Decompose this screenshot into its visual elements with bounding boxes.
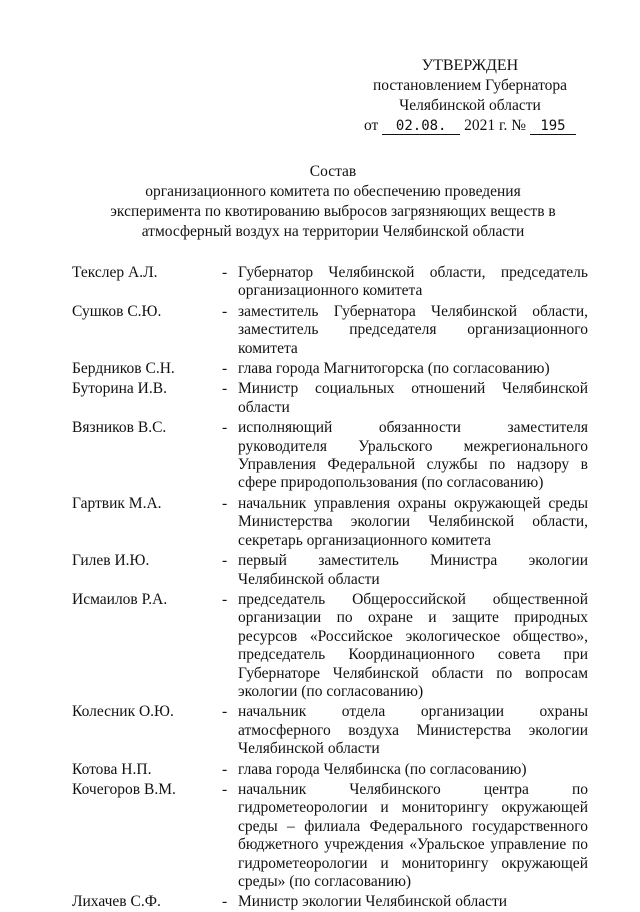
member-row (72, 761, 592, 779)
member-dash: - (222, 780, 228, 798)
member-row (72, 380, 592, 417)
member-role: Министр экологии Челябинской области (238, 893, 508, 911)
title-line-1: Состав (309, 163, 357, 180)
approval-heading: УТВЕРЖДЕН (421, 57, 519, 74)
document-title (100, 162, 566, 242)
approval-prefix: от (364, 117, 379, 134)
member-row (72, 264, 592, 301)
member-dash: - (222, 494, 228, 512)
approval-date-line (360, 116, 580, 136)
member-name: Лихачев С.Ф. (72, 893, 161, 911)
member-dash: - (222, 552, 228, 570)
member-name: Исмаилов Р.А. (72, 590, 168, 608)
member-dash: - (222, 590, 228, 608)
member-row (72, 781, 592, 891)
approval-number: 195 (530, 118, 576, 135)
member-name: Колесник О.Ю. (72, 703, 174, 721)
approval-line-2: Челябинской области (399, 97, 541, 114)
member-role: председатель Общероссийской общественной организации по охране и защите природных ресурсов «Российское экологическое общество», председатель Координационного совета при Губернаторе Челябинской области по вопросам экологии (по согласованию) (238, 590, 588, 700)
member-role: глава города Магнитогорска (по согласованию) (238, 360, 550, 378)
member-role: исполняющий обязанности заместителя руководителя Уральского межрегионального Управления Федеральной службы по надзору в сфере природопользования (по согласованию) (238, 419, 588, 492)
member-dash: - (222, 419, 228, 437)
member-role: начальник отдела организации охраны атмосферного воздуха Министерства экологии Челябинской области (238, 703, 588, 758)
member-dash: - (222, 380, 228, 398)
approval-date: 02.08. (382, 118, 460, 135)
member-row (72, 419, 592, 493)
member-name: Текслер А.Л. (72, 264, 158, 281)
member-name: Котова Н.П. (72, 760, 152, 778)
member-role: Министр социальных отношений Челябинской области (238, 380, 588, 416)
member-role: Губернатор Челябинской области, председатель организационного комитета (238, 264, 588, 300)
member-role: глава города Челябинска (по согласованию) (238, 760, 527, 778)
member-row (72, 703, 592, 758)
member-dash: - (222, 760, 228, 778)
approval-year: 2021 г. № (464, 117, 527, 134)
member-row (72, 591, 592, 701)
member-name: Кочегоров В.М. (72, 780, 176, 798)
title-line-4: атмосферный воздух на территории Челябинской области (141, 223, 525, 240)
member-name: Гилев И.Ю. (72, 552, 150, 570)
member-name: Вязников В.С. (72, 419, 167, 437)
member-name: Сушков С.Ю. (72, 302, 162, 320)
member-dash: - (222, 264, 228, 281)
member-dash: - (222, 302, 228, 320)
member-row (72, 495, 592, 550)
member-row (72, 552, 592, 589)
member-role: первый заместитель Министра экологии Челябинской области (238, 552, 588, 588)
title-line-2: организационного комитета по обеспечению проведения (145, 183, 521, 200)
member-row (72, 303, 592, 358)
approval-stamp (360, 56, 580, 136)
member-row (72, 893, 592, 911)
title-line-3: эксперимента по квотированию выбросов загрязняющих веществ в (110, 203, 556, 220)
member-name: Буторина И.В. (72, 380, 167, 398)
member-role: начальник управления охраны окружающей среды Министерства экологии Челябинской области, секретарь организационного комитета (238, 494, 588, 549)
approval-line-1: постановлением Губернатора (372, 77, 568, 94)
member-dash: - (222, 893, 228, 911)
member-dash: - (222, 360, 228, 378)
member-name: Гартвик М.А. (72, 494, 162, 512)
member-role: заместитель Губернатора Челябинской области, заместитель председателя организационного комитета (238, 302, 588, 357)
members-list (72, 264, 592, 912)
member-dash: - (222, 703, 228, 721)
member-row (72, 360, 592, 378)
member-role: начальник Челябинского центра по гидрометеорологии и мониторингу окружающей среды – филиала Федерального государственного бюджетного учреждения «Уральское управление по гидрометеорологии и мониторингу окружающей среды» (по согласованию) (238, 780, 588, 890)
member-name: Бердников С.Н. (72, 360, 175, 378)
